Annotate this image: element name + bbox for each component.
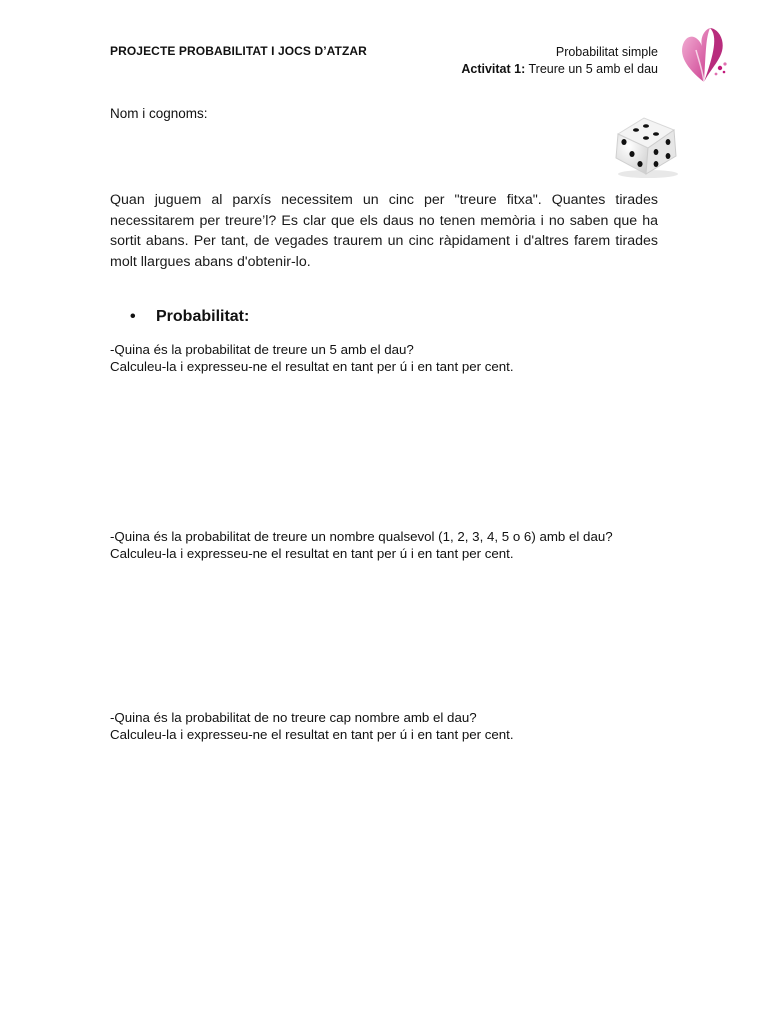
bullet-icon: • [130,308,136,325]
dice-icon [608,108,684,180]
butterfly-heart-logo [676,24,732,88]
section-heading [130,308,249,326]
question-block [110,709,670,743]
intro-paragraph: Quan juguem al parxís necessitem un cinc per "treure fitxa". Quantes tirades necessitarem per treure’l? Es clar que els daus no tenen memòria i no saben que ha sortit abans. Per tant, de vegades traurem un cinc ràpidament i d'altres farem tirades molt llargues abans d'obtenir-lo. [110,192,658,270]
activity-title: Treure un 5 amb el dau [528,62,658,76]
header-right [461,44,658,78]
question-instruction: Calculeu-la i expresseu-ne el resultat en tant per ú i en tant per cent. [110,546,514,561]
question-instruction: Calculeu-la i expresseu-ne el resultat en tant per ú i en tant per cent. [110,727,514,742]
activity-label: Activitat 1: [461,62,526,76]
project-title: PROJECTE PROBABILITAT I JOCS D’ATZAR [110,44,367,58]
question-text: -Quina és la probabilitat de treure un 5 amb el dau? [110,342,414,357]
question-text: -Quina és la probabilitat de no treure cap nombre amb el dau? [110,710,477,725]
activity-line [461,61,658,78]
question-text: -Quina és la probabilitat de treure un nombre qualsevol (1, 2, 3, 4, 5 o 6) amb el dau? [110,529,613,544]
name-field-label: Nom i cognoms: [110,106,208,121]
topic-title: Probabilitat simple [555,45,658,59]
question-instruction: Calculeu-la i expresseu-ne el resultat en tant per ú i en tant per cent. [110,359,514,374]
section-title: Probabilitat: [156,308,250,325]
question-block [110,528,670,562]
question-block [110,341,670,375]
